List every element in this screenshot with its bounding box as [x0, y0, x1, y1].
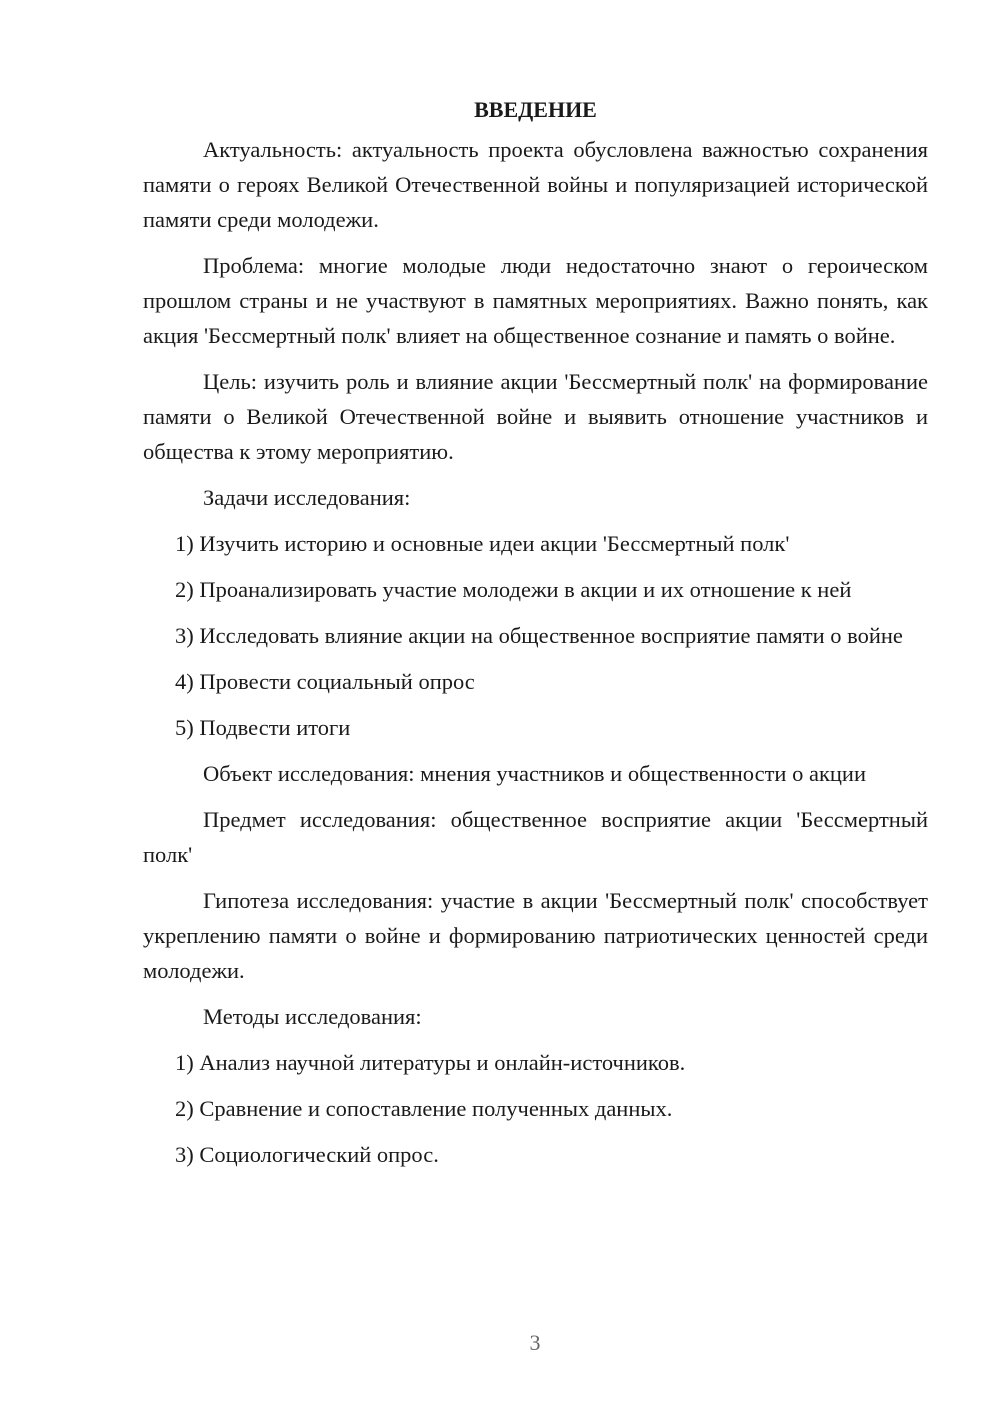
method-item: 3) Социологический опрос.	[175, 1142, 439, 1167]
page-number: 3	[529, 1330, 541, 1355]
task-item: 2) Проанализировать участие молодежи в акции и их отношение к ней	[175, 577, 852, 602]
methods-heading: Методы исследования:	[203, 1004, 422, 1029]
task-item: 5) Подвести итоги	[175, 715, 351, 740]
goal-paragraph: Цель: изучить роль и влияние акции 'Бессмертный полк' на формирование памяти о Великой Отечественной войне и выявить отношение участников и общества к этому мероприятию.	[143, 369, 928, 464]
task-item: 3) Исследовать влияние акции на общественное восприятие памяти о войне	[175, 623, 903, 648]
method-item: 2) Сравнение и сопоставление полученных данных.	[175, 1096, 673, 1121]
problem-paragraph: Проблема: многие молодые люди недостаточно знают о героическом прошлом страны и не участвуют в памятных мероприятиях. Важно понять, как акция 'Бессмертный полк' влияет на общественное сознание и память о войне.	[143, 253, 928, 348]
relevance-paragraph: Актуальность: актуальность проекта обусловлена важностью сохранения памяти о героях Великой Отечественной войны и популяризацией исторической памяти среди молодежи.	[143, 137, 928, 232]
tasks-heading: Задачи исследования:	[203, 485, 411, 510]
subject-paragraph: Предмет исследования: общественное восприятие акции 'Бессмертный полк'	[143, 807, 928, 867]
page-title: ВВЕДЕНИЕ	[474, 97, 597, 122]
method-item: 1) Анализ научной литературы и онлайн-источников.	[175, 1050, 686, 1075]
object-paragraph: Объект исследования: мнения участников и общественности о акции	[203, 761, 866, 786]
hypothesis-paragraph: Гипотеза исследования: участие в акции 'Бессмертный полк' способствует укреплению памяти о войне и формированию патриотических ценностей среди молодежи.	[143, 888, 928, 983]
task-item: 1) Изучить историю и основные идеи акции 'Бессмертный полк'	[175, 531, 790, 556]
task-item: 4) Провести социальный опрос	[175, 669, 475, 694]
document-page	[143, 92, 928, 1183]
